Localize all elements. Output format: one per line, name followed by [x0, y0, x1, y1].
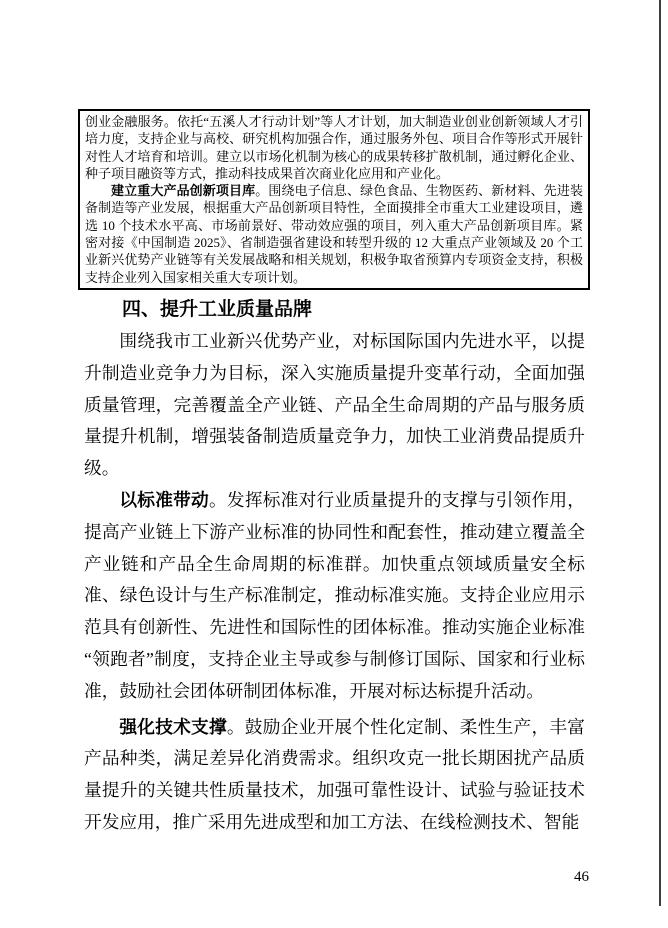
- body-paragraph: [84, 712, 585, 839]
- page-number: 46: [574, 869, 589, 885]
- body-paragraph-text: 围绕我市工业新兴优势产业，对标国际国内先进水平，以提升制造业竞争力为目标，深入实施质量提升变革行动，全面加强质量管理，完善覆盖全产业链、产品全生命周期的产品与服务质量提升机制，增强装备制造质量竞争力，加快工业消费品提质升级。: [84, 331, 585, 479]
- section-body: [84, 298, 585, 839]
- body-paragraph: [84, 326, 585, 485]
- scan-artifact-line: [659, 0, 661, 906]
- box-paragraph-text: 创业金融服务。依托“五溪人才行动计划”等人才计划，加大制造业创业创新领域人才引培力度，支持企业与高校、研究机构加强合作，通过服务外包、项目合作等形式开展针对性人才培育和培训。建立以市场化机制为核心的成果转移扩散机制，通过孵化企业、种子项目融资等方式，推动科技成果首次商业化应用和产业化。: [85, 114, 583, 181]
- box-paragraph: [85, 182, 583, 286]
- box-paragraph: [85, 113, 583, 182]
- section-heading: 四、提升工业质量品牌: [122, 299, 313, 320]
- body-paragraph-bold-lead: 强化技术支撑: [119, 716, 227, 737]
- body-paragraph: [84, 485, 585, 708]
- highlight-box: [78, 109, 590, 290]
- box-paragraph-text: 。围绕电子信息、绿色食品、生物医药、新材料、先进装备制造等产业发展，根据重大产品创新项目特性，全面摸排全市重大工业建设项目，遴选 10 个技术水平高、市场前景好、带动效应强的项目，列入重大产品创新项目库。紧密对接《中国制造 2025》、省制造强省建设和转型升级的 12 大重点产业领域及 20 个工业新兴优势产业链等有关发展战略和相关规划，积极争取省预算内专项资金支持，积极支持企业列入国家相关重大专项计划。: [85, 183, 583, 285]
- body-paragraph-text: 。发挥标准对行业质量提升的支撑与引领作用，提高产业链上下游产业标准的协同性和配套性，推动建立覆盖全产业链和产品全生命周期的标准群。加快重点领域质量安全标准、绿色设计与生产标准制定，推动标准实施。支持企业应用示范具有创新性、先进性和国际性的团体标准。推动实施企业标准“领跑者”制度，支持企业主导或参与制修订国际、国家和行业标准，鼓励社会团体研制团体标准，开展对标达标提升活动。: [84, 489, 585, 701]
- box-paragraph-bold-lead: 建立重大产品创新项目库: [111, 183, 256, 199]
- body-paragraph-bold-lead: 以标准带动: [119, 489, 209, 510]
- body-paragraph-text: 。鼓励企业开展个性化定制、柔性生产，丰富产品种类，满足差异化消费需求。组织攻克一批长期困扰产品质量提升的关键共性质量技术，加强可靠性设计、试验与验证技术开发应用，推广采用先进成型和加工方法、在线检测技术、智能: [84, 716, 585, 832]
